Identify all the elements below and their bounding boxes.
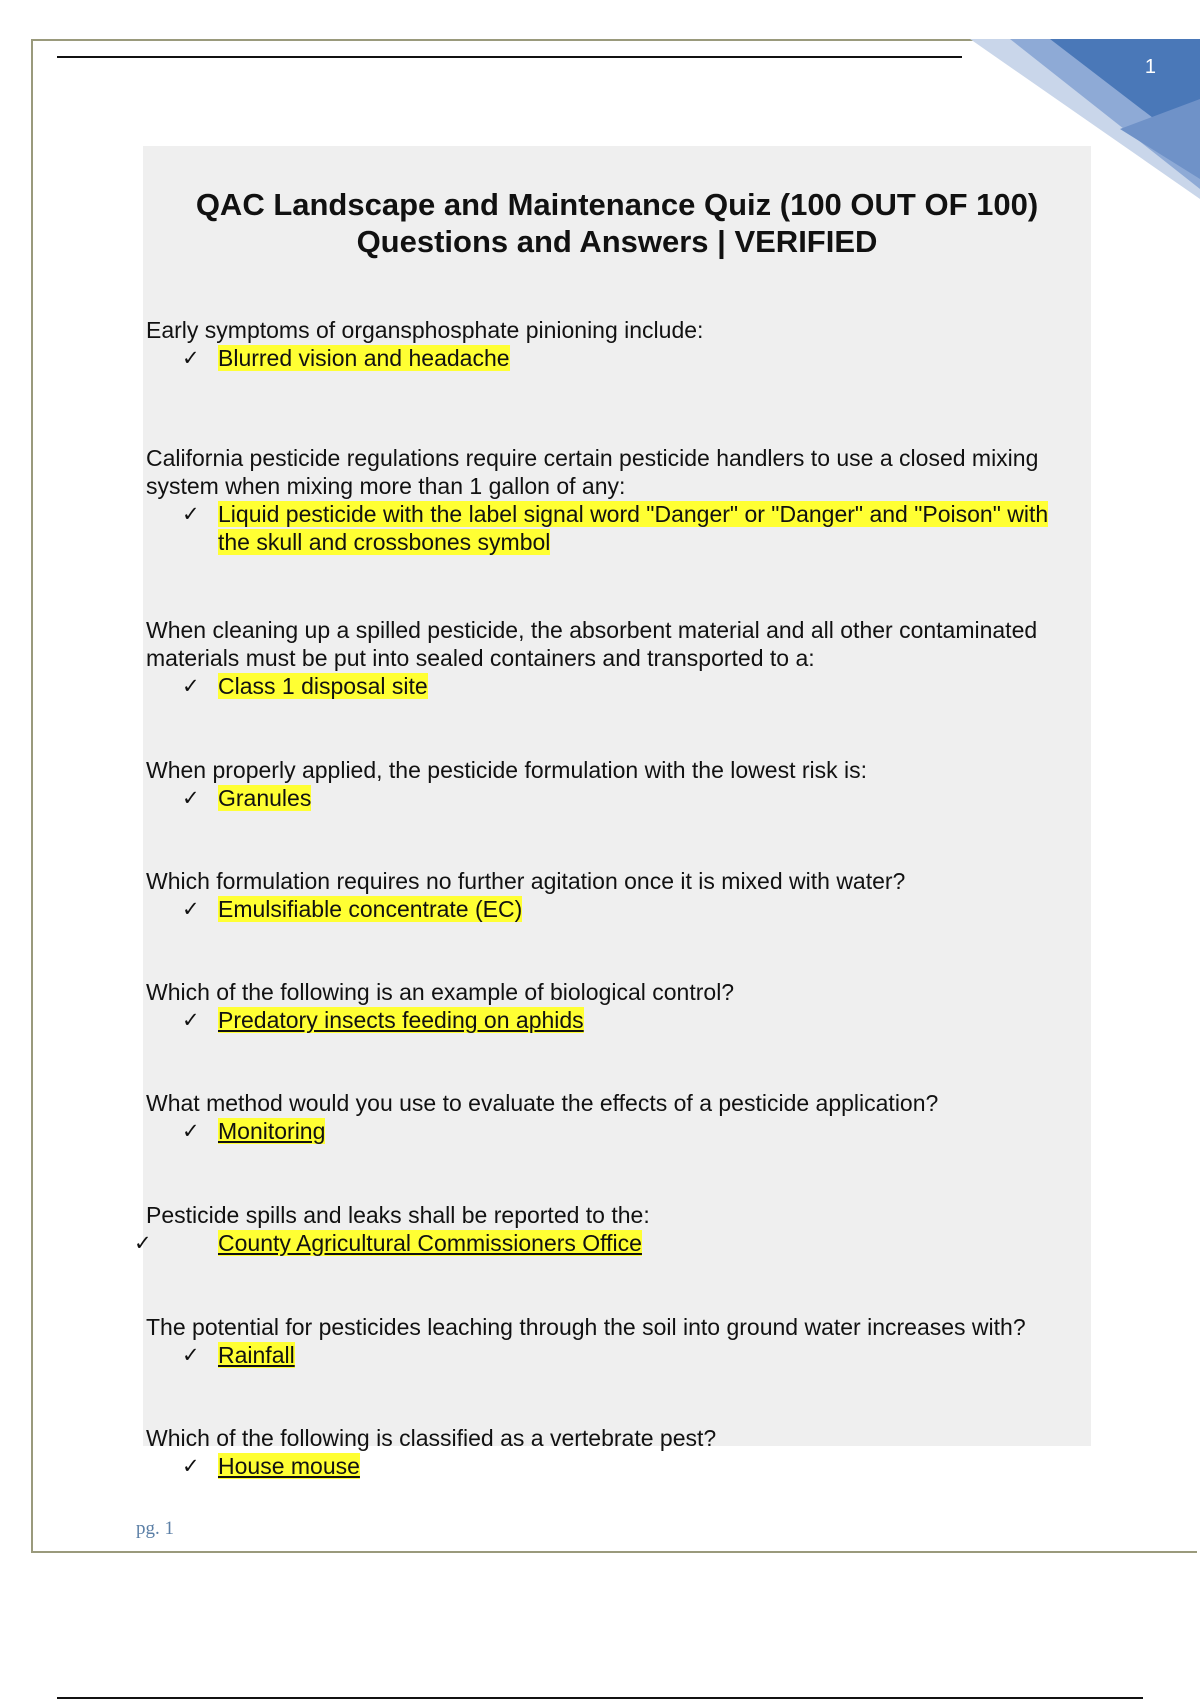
qa-item — [146, 616, 1086, 700]
qa-item — [146, 867, 1086, 923]
answer-text: Class 1 disposal site — [218, 673, 428, 699]
question-text: The potential for pesticides leaching through the soil into ground water increases with? — [146, 1314, 1026, 1340]
answer-row — [146, 1452, 1086, 1480]
footer-page-label: pg. 1 — [136, 1518, 174, 1539]
check-icon: ✓ — [182, 786, 200, 810]
check-icon: ✓ — [134, 1231, 152, 1255]
answer-row — [146, 784, 1086, 812]
check-icon: ✓ — [182, 1008, 200, 1032]
question-text: What method would you use to evaluate the effects of a pesticide application? — [146, 1090, 939, 1116]
qa-item — [146, 978, 1086, 1034]
answer-text: Monitoring — [218, 1118, 326, 1144]
check-icon: ✓ — [182, 1343, 200, 1367]
qa-item — [134, 1201, 1086, 1257]
qa-item — [146, 1313, 1086, 1369]
check-icon: ✓ — [182, 346, 200, 370]
question-text: Pesticide spills and leaks shall be reported to the: — [146, 1202, 650, 1228]
answer-text: Predatory insects feeding on aphids — [218, 1007, 584, 1033]
page-number-top: 1 — [1144, 56, 1156, 78]
title-line-1: QAC Landscape and Maintenance Quiz (100 OUT OF 100) — [195, 187, 1039, 222]
answer-text: Emulsifiable concentrate (EC) — [218, 896, 523, 922]
check-icon: ✓ — [182, 1119, 200, 1143]
answer-row — [134, 1229, 1086, 1257]
qa-item — [146, 444, 1086, 556]
answer-row — [146, 1117, 1086, 1145]
question-text: Which of the following is classified as a vertebrate pest? — [146, 1425, 717, 1451]
qa-item — [146, 756, 1086, 812]
document-title — [143, 186, 1091, 260]
qa-item — [146, 1089, 1086, 1145]
question-text: When properly applied, the pesticide formulation with the lowest risk is: — [146, 757, 868, 783]
bottom-rule — [57, 1697, 1143, 1699]
header-rule — [57, 56, 962, 58]
answer-row — [146, 344, 1086, 372]
check-icon: ✓ — [182, 1454, 200, 1478]
qa-item — [146, 316, 1086, 372]
answer-text: Granules — [218, 785, 312, 811]
answer-text: Rainfall — [218, 1342, 295, 1368]
question-text: Which formulation requires no further agitation once it is mixed with water? — [146, 868, 906, 894]
check-icon: ✓ — [182, 897, 200, 921]
answer-text: County Agricultural Commissioners Office — [218, 1230, 642, 1256]
answer-text: Blurred vision and headache — [218, 345, 510, 371]
answer-row — [146, 895, 1086, 923]
answer-text: Liquid pesticide with the label signal word "Danger" or "Danger" and "Poison" with the skull and crossbones symbol — [218, 501, 1049, 555]
check-icon: ✓ — [182, 502, 200, 526]
answer-row — [146, 1006, 1086, 1034]
check-icon: ✓ — [182, 674, 200, 698]
question-text: California pesticide regulations require certain pesticide handlers to use a closed mixing system when mixing more than 1 gallon of any: — [146, 445, 1039, 499]
title-line-2: Questions and Answers | VERIFIED — [356, 224, 878, 259]
qa-item — [146, 1424, 1086, 1480]
answer-row — [146, 1341, 1086, 1369]
answer-text: House mouse — [218, 1453, 360, 1479]
question-text: Early symptoms of organsphosphate pinioning include: — [146, 317, 704, 343]
question-text: Which of the following is an example of biological control? — [146, 979, 735, 1005]
answer-row — [146, 672, 1086, 700]
qa-list — [134, 316, 1086, 1480]
answer-row — [146, 500, 1086, 556]
question-text: When cleaning up a spilled pesticide, the absorbent material and all other contaminated materials must be put into sealed containers and transported to a: — [146, 617, 1038, 671]
